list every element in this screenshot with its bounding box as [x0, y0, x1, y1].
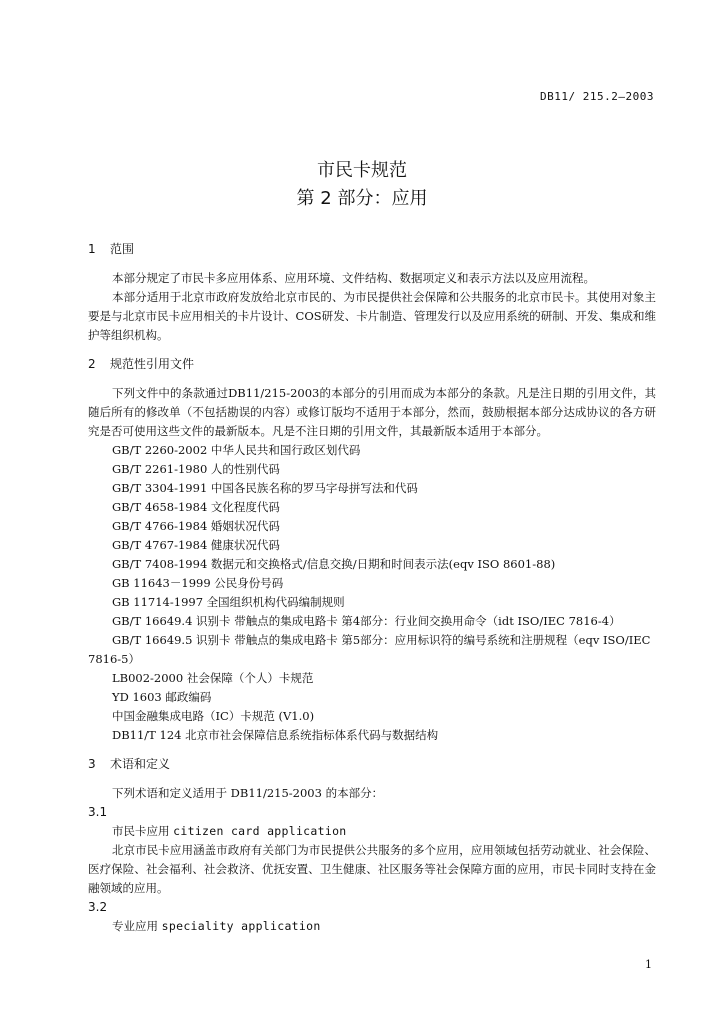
section-title: 规范性引用文件 — [110, 357, 195, 371]
reference-item: GB/T 2261-1980 人的性别代码 — [112, 462, 280, 476]
document-title: 市民卡规范 — [317, 160, 407, 181]
reference-item: GB/T 4658-1984 文化程度代码 — [112, 500, 280, 514]
document-id: DB11/ 215.2—2003 — [540, 90, 654, 103]
term-chinese: 市民卡应用 — [112, 824, 170, 838]
reference-item: LB002-2000 社会保障（个人）卡规范 — [112, 671, 314, 685]
reference-item: GB 11643－1999 公民身份号码 — [112, 576, 284, 590]
paragraph: 本部分规定了市民卡多应用体系、应用环境、文件结构、数据项定义和表示方法以及应用流程。 — [112, 271, 595, 285]
document-body — [88, 240, 656, 936]
reference-item: YD 1603 邮政编码 — [112, 690, 212, 704]
section-title: 术语和定义 — [110, 757, 171, 771]
term-heading — [88, 917, 656, 936]
section-heading — [88, 240, 656, 259]
reference-item: GB/T 4766-1984 婚姻状况代码 — [112, 519, 280, 533]
term-english: citizen card application — [173, 824, 347, 838]
reference-item: GB/T 16649.5 识别卡 带触点的集成电路卡 第5部分：应用标识符的编号系统和注册规程（eqv ISO/IEC 7816-5） — [88, 633, 651, 666]
section-heading — [88, 355, 656, 374]
subsection-number: 3.1 — [88, 805, 108, 819]
document-subtitle: 第 2 部分：应用 — [296, 188, 428, 209]
paragraph: 下列文件中的条款通过DB11/215-2003的本部分的引用而成为本部分的条款。凡是注日期的引用文件，其随后所有的修改单（不包括勘误的内容）或修订版均不适用于本部分，然而，鼓励根据本部分达成协议的各方研究是否可使用这些文件的最新版本。凡是不注日期的引用文件，其最新版本适用于本部分。 — [88, 386, 656, 438]
reference-item: GB/T 4767-1984 健康状况代码 — [112, 538, 280, 552]
term-english: speciality application — [161, 919, 321, 933]
term-definition: 北京市民卡应用涵盖市政府有关部门为市民提供公共服务的多个应用，应用领域包括劳动就业、社会保险、医疗保险、社会福利、社会救济、优抚安置、卫生健康、社区服务等社会保障方面的应用，市民卡同时支持在金融领域的应用。 — [88, 843, 656, 895]
term-chinese: 专业应用 — [112, 919, 158, 933]
subsection-number: 3.2 — [88, 900, 108, 914]
paragraph: 本部分适用于北京市政府发放给北京市民的、为市民提供社会保障和公共服务的北京市民卡。其使用对象主要是与北京市民卡应用相关的卡片设计、COS研发、卡片制造、管理发行以及应用系统的研制、开发、集成和维护等组织机构。 — [88, 290, 656, 342]
page-number: 1 — [645, 958, 652, 971]
reference-item: GB 11714-1997 全国组织机构代码编制规则 — [112, 595, 345, 609]
reference-item: GB/T 16649.4 识别卡 带触点的集成电路卡 第4部分：行业间交换用命令（idt ISO/IEC 7816-4） — [112, 614, 621, 628]
reference-item: GB/T 3304-1991 中国各民族名称的罗马字母拼写法和代码 — [112, 481, 418, 495]
reference-item: DB11/T 124 北京市社会保障信息系统指标体系代码与数据结构 — [112, 728, 439, 742]
reference-item: GB/T 2260-2002 中华人民共和国行政区划代码 — [112, 443, 361, 457]
section-title: 范围 — [110, 242, 135, 256]
section-number: 1 — [88, 242, 96, 256]
reference-item: GB/T 7408-1994 数据元和交换格式/信息交换/日期和时间表示法(eqv ISO 8601-88) — [112, 557, 556, 571]
paragraph: 下列术语和定义适用于 DB11/215-2003 的本部分： — [112, 786, 384, 800]
term-heading — [88, 822, 656, 841]
section-heading — [88, 755, 656, 774]
reference-item: 中国金融集成电路（IC）卡规范 (V1.0) — [112, 709, 315, 723]
section-number: 2 — [88, 357, 96, 371]
section-number: 3 — [88, 757, 96, 771]
